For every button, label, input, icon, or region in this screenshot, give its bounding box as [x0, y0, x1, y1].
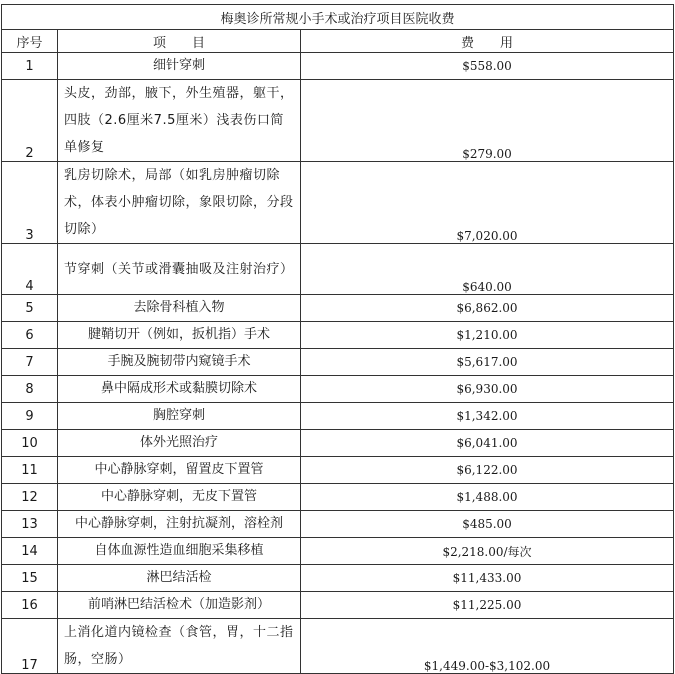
row-no: 14 [2, 538, 58, 565]
row-no: 2 [2, 80, 58, 162]
row-item: 头皮，劲部，腋下，外生殖器，躯干，四肢（2.6厘米7.5厘米）浅表伤口简单修复 [58, 80, 301, 162]
row-fee: $7,020.00 [301, 162, 674, 244]
table-title: 梅奥诊所常规小手术或治疗项目医院收费 [2, 5, 674, 30]
table-row [2, 511, 674, 538]
row-item: 胸腔穿刺 [58, 403, 301, 430]
row-no: 17 [2, 619, 58, 674]
table-row [2, 80, 674, 162]
row-fee: $279.00 [301, 80, 674, 162]
row-fee: $6,041.00 [301, 430, 674, 457]
row-no: 13 [2, 511, 58, 538]
row-item: 前哨淋巴结活检术（加造影剂） [58, 592, 301, 619]
row-no: 12 [2, 484, 58, 511]
row-no: 6 [2, 322, 58, 349]
row-fee: $11,225.00 [301, 592, 674, 619]
row-fee: $1,210.00 [301, 322, 674, 349]
table-row [2, 244, 674, 295]
table-row [2, 457, 674, 484]
table-row [2, 376, 674, 403]
table-row [2, 484, 674, 511]
row-item: 淋巴结活检 [58, 565, 301, 592]
table-row [2, 162, 674, 244]
row-no: 1 [2, 53, 58, 80]
table-row [2, 592, 674, 619]
row-fee: $11,433.00 [301, 565, 674, 592]
row-no: 8 [2, 376, 58, 403]
row-item: 腱鞘切开（例如，扳机指）手术 [58, 322, 301, 349]
row-item: 手腕及腕韧带内窥镜手术 [58, 349, 301, 376]
row-item: 去除骨科植入物 [58, 295, 301, 322]
row-fee: $6,862.00 [301, 295, 674, 322]
row-item: 节穿刺（关节或滑囊抽吸及注射治疗） [58, 244, 301, 295]
header-fee: 费 用 [301, 30, 674, 53]
header-item: 项 目 [58, 30, 301, 53]
row-fee: $640.00 [301, 244, 674, 295]
row-fee: $6,930.00 [301, 376, 674, 403]
row-item: 鼻中隔成形术或黏膜切除术 [58, 376, 301, 403]
row-item: 体外光照治疗 [58, 430, 301, 457]
table-row [2, 403, 674, 430]
row-no: 4 [2, 244, 58, 295]
table-row [2, 619, 674, 674]
row-item: 中心静脉穿刺，留置皮下置管 [58, 457, 301, 484]
row-fee: $1,342.00 [301, 403, 674, 430]
hospital-fee-table [1, 4, 674, 674]
row-no: 3 [2, 162, 58, 244]
table-row [2, 349, 674, 376]
row-no: 11 [2, 457, 58, 484]
row-no: 9 [2, 403, 58, 430]
row-item: 细针穿刺 [58, 53, 301, 80]
table-row [2, 430, 674, 457]
row-item: 乳房切除术，局部（如乳房肿瘤切除术，体表小肿瘤切除，象限切除，分段切除） [58, 162, 301, 244]
row-item: 自体血源性造血细胞采集移植 [58, 538, 301, 565]
row-no: 15 [2, 565, 58, 592]
table-row [2, 322, 674, 349]
table-row [2, 565, 674, 592]
row-no: 5 [2, 295, 58, 322]
row-no: 10 [2, 430, 58, 457]
table-row [2, 295, 674, 322]
table-row [2, 53, 674, 80]
row-item: 中心静脉穿刺，注射抗凝剂，溶栓剂 [58, 511, 301, 538]
row-no: 16 [2, 592, 58, 619]
header-no: 序号 [2, 30, 58, 53]
row-fee: $5,617.00 [301, 349, 674, 376]
row-fee: $1,449.00-$3,102.00 [301, 619, 674, 674]
table-row [2, 538, 674, 565]
row-fee: $2,218.00/每次 [301, 538, 674, 565]
row-fee: $485.00 [301, 511, 674, 538]
row-fee: $6,122.00 [301, 457, 674, 484]
row-fee: $558.00 [301, 53, 674, 80]
row-no: 7 [2, 349, 58, 376]
row-item: 上消化道内镜检查（食管，胃，十二指肠，空肠） [58, 619, 301, 674]
row-fee: $1,488.00 [301, 484, 674, 511]
row-item: 中心静脉穿刺，无皮下置管 [58, 484, 301, 511]
